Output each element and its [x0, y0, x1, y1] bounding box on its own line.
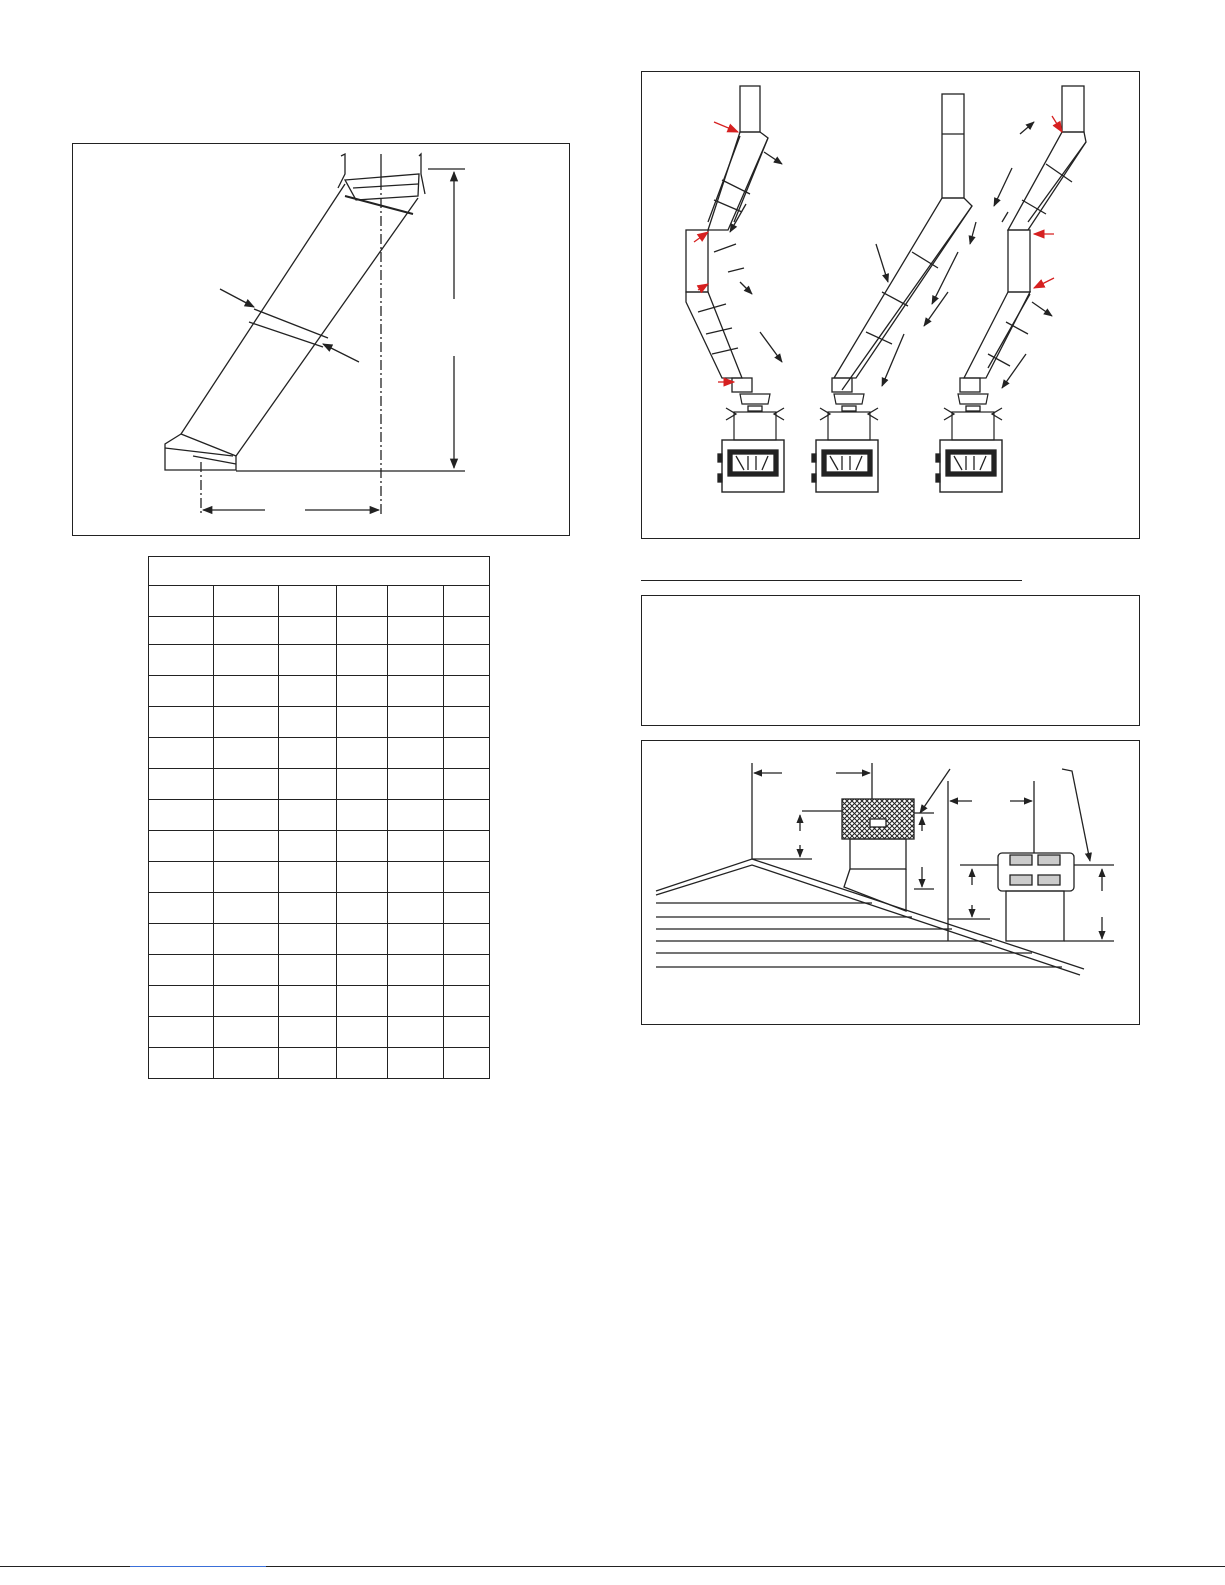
table-row: [149, 676, 490, 707]
table-title-row: [149, 557, 490, 586]
table-row: [149, 707, 490, 738]
section-heading-rule: [641, 580, 1022, 581]
collar-finger: [338, 154, 345, 188]
offset-table: [148, 556, 490, 1079]
offset-diagram-frame: [72, 143, 570, 536]
table-row: [149, 1017, 490, 1048]
vent-routes-diagram: [642, 72, 1141, 540]
table-title: [149, 557, 490, 586]
table-row: [149, 1048, 490, 1079]
footer-link-underline[interactable]: [130, 1566, 266, 1567]
vent-routes-frame: [641, 71, 1140, 539]
pipe-seam: [249, 322, 323, 347]
table-row: [149, 645, 490, 676]
table-row: [149, 831, 490, 862]
table-row: [149, 738, 490, 769]
table-row: [149, 986, 490, 1017]
roof-termination-frame: [641, 740, 1140, 1025]
table-row: [149, 893, 490, 924]
route-compact-offset: [936, 86, 1086, 492]
table-row: [149, 955, 490, 986]
note-text: [642, 596, 1139, 620]
collar-finger: [419, 154, 425, 194]
table-row: [149, 862, 490, 893]
note-box: [641, 595, 1140, 726]
pipe-edge: [181, 184, 345, 434]
table-row: [149, 800, 490, 831]
table-row: [149, 617, 490, 645]
table-row: [149, 924, 490, 955]
table-row: [149, 769, 490, 800]
table-row: [149, 586, 490, 617]
top-elbow: [345, 174, 419, 200]
roof-termination-diagram: [642, 741, 1141, 1026]
route-double-offset: [686, 86, 784, 492]
offset-diagram: [73, 144, 571, 537]
pipe-seam: [254, 309, 328, 338]
